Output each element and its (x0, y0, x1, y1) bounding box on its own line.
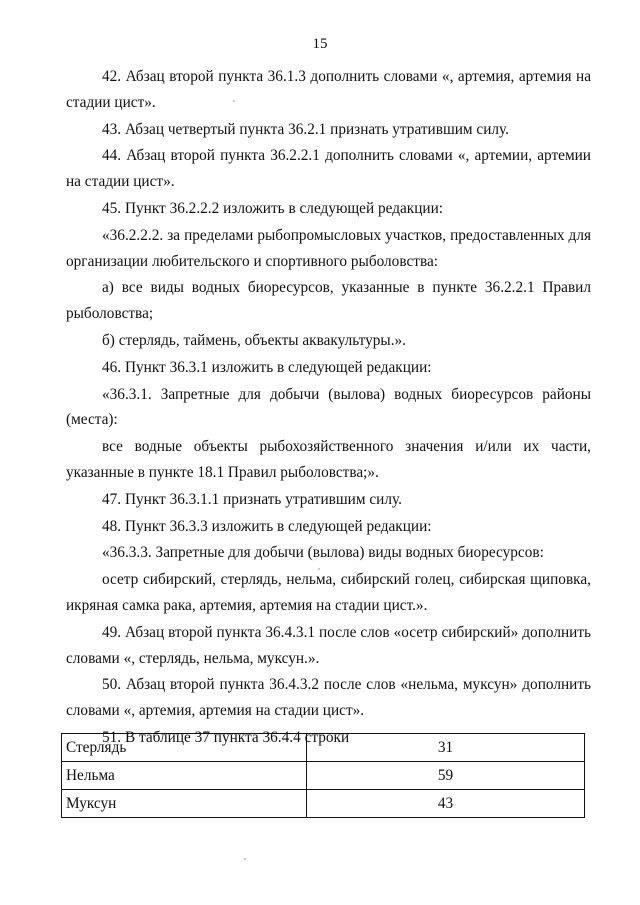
table-37-rows (61, 733, 585, 818)
table-cell-species: Нельма (62, 762, 307, 790)
paragraph-47: 47. Пункт 36.3.1.1 признать утратившим силу. (102, 490, 402, 508)
table-cell-value: 59 (307, 762, 585, 790)
page-number: 15 (312, 36, 328, 52)
table-cell-species: Муксун (62, 790, 307, 818)
paragraph-item-b: б) стерлядь, таймень, объекты аквакультуры.». (102, 331, 406, 349)
paragraph-item-a: а) все виды водных биоресурсов, указанные в пункте 36.2.2.1 Правил рыболовства; (66, 279, 591, 323)
paragraph-36-3-3: «36.3.3. Запретные для добычи (вылова) виды водных биоресурсов: (102, 544, 544, 562)
paragraph-36-2-2-2: «36.2.2.2. за пределами рыбопромысловых участков, предоставленных для организации любительского и спортивного рыболовства: (66, 226, 591, 270)
paragraph-species-list: осетр сибирский, стерлядь, нельма, сибирский голец, сибирская щиповка, икряная самка рака, артемия, артемия на стадии цист.». (66, 571, 591, 614)
scan-speck (244, 858, 246, 860)
document-body (66, 64, 591, 751)
paragraph-48: 48. Пункт 36.3.3 изложить в следующей редакции: (102, 517, 432, 535)
paragraph-43: 43. Абзац четвертый пункта 36.2.1 признать утратившим силу. (102, 120, 509, 138)
paragraph-46: 46. Пункт 36.3.1 изложить в следующей редакции: (102, 358, 432, 376)
paragraph-45: 45. Пункт 36.2.2.2 изложить в следующей редакции: (102, 199, 444, 217)
scan-speck (233, 100, 235, 102)
table-row (62, 762, 585, 790)
paragraph-42: 42. Абзац второй пункта 36.1.3 дополнить словами «, артемия, артемия на стадии цист». (66, 68, 591, 111)
table-cell-species: Стерлядь (62, 734, 307, 762)
paragraph-44: 44. Абзац второй пункта 36.2.2.1 дополнить словами «, артемии, артемии на стадии цист». (66, 147, 591, 191)
table-cell-value: 43 (307, 790, 585, 818)
paragraph-water-objects: все водные объекты рыбохозяйственного значения и/или их части, указанные в пункте 18.1 Правил рыболовства;». (66, 438, 591, 481)
paragraph-36-3-1: «36.3.1. Запретные для добычи (вылова) водных биоресурсов районы (места): (66, 385, 591, 429)
paragraph-49: 49. Абзац второй пункта 36.4.3.1 после слов «осетр сибирский» дополнить словами «, стерлядь, нельма, муксун.». (66, 623, 591, 667)
table-row (62, 734, 585, 762)
paragraph-51: 51. В таблице 37 пункта 36.4.4 строки (102, 728, 350, 746)
table-row (62, 790, 585, 818)
table-cell-value: 31 (307, 734, 585, 762)
scan-speck (318, 568, 320, 570)
paragraph-50: 50. Абзац второй пункта 36.4.3.2 после слов «нельма, муксун» дополнить словами «, артемия, артемия на стадии цист». (66, 676, 591, 720)
